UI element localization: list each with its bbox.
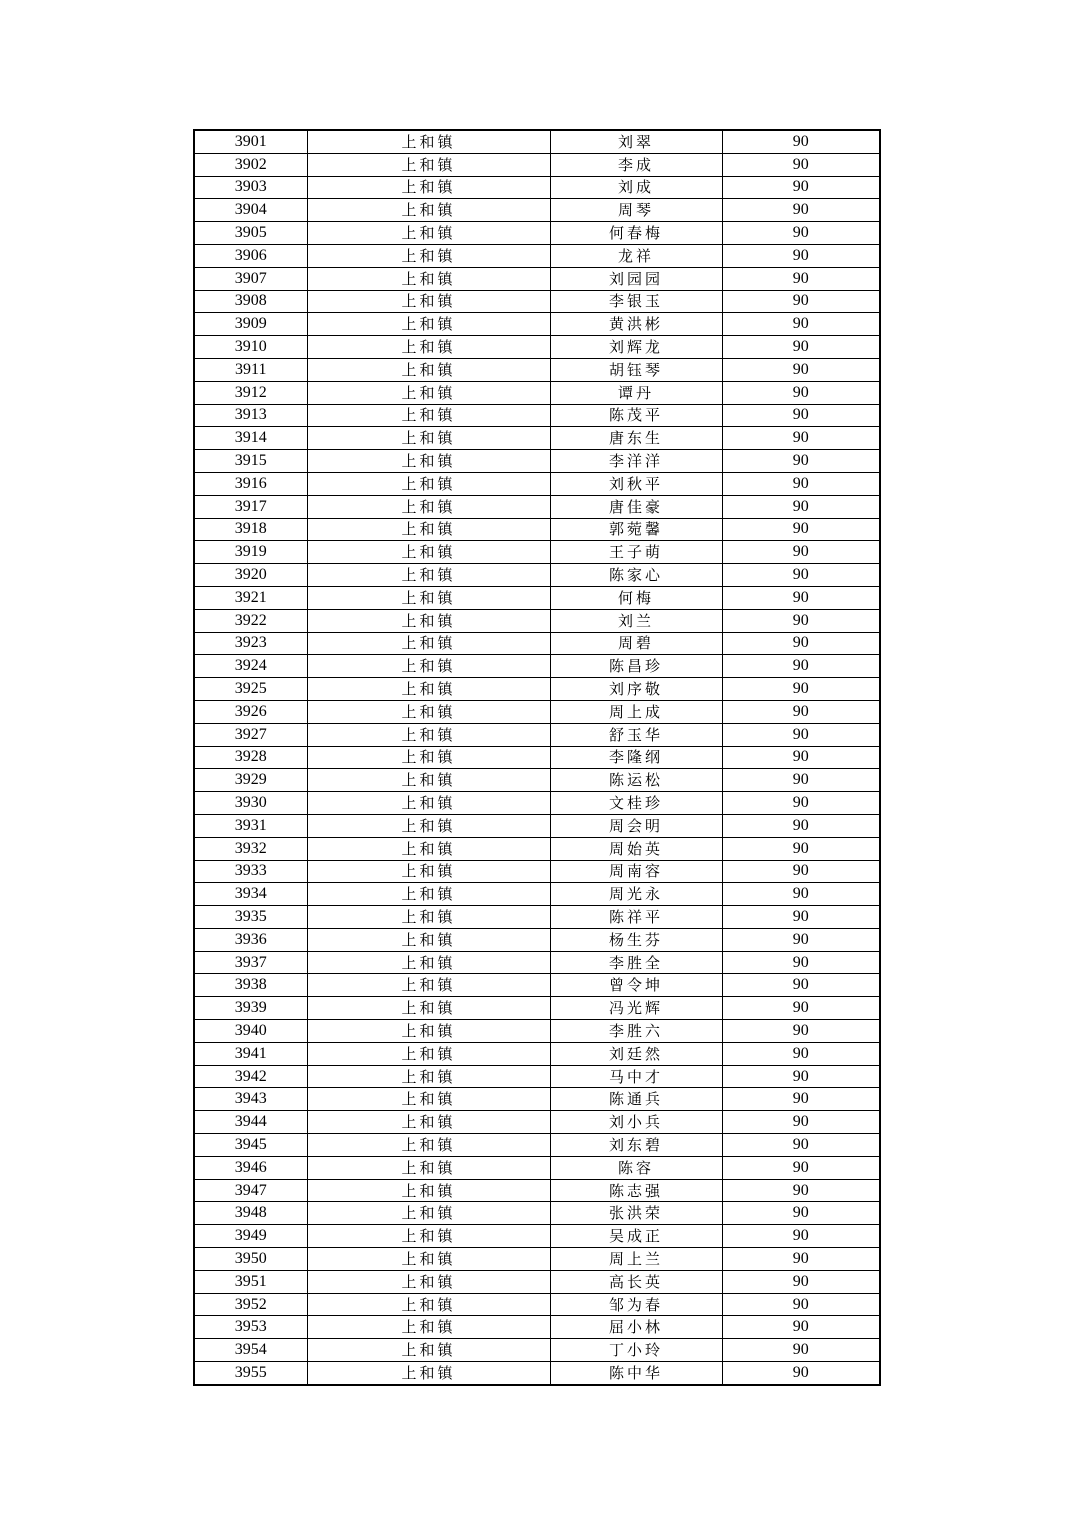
person-name-cell: 胡钰琴 — [550, 358, 722, 381]
table-row — [194, 586, 880, 609]
town-cell: 上和镇 — [307, 244, 550, 267]
serial-number-cell: 3936 — [194, 928, 307, 951]
amount-cell: 90 — [722, 427, 880, 450]
table-row — [194, 472, 880, 495]
town-cell: 上和镇 — [307, 564, 550, 587]
amount-cell: 90 — [722, 153, 880, 176]
town-cell: 上和镇 — [307, 951, 550, 974]
amount-cell: 90 — [722, 586, 880, 609]
person-name-cell: 刘园园 — [550, 267, 722, 290]
amount-cell: 90 — [722, 541, 880, 564]
town-cell: 上和镇 — [307, 267, 550, 290]
amount-cell: 90 — [722, 1362, 880, 1385]
person-name-cell: 唐佳豪 — [550, 495, 722, 518]
serial-number-cell: 3917 — [194, 495, 307, 518]
person-name-cell: 周南容 — [550, 860, 722, 883]
table-row — [194, 1156, 880, 1179]
table-row — [194, 199, 880, 222]
town-cell: 上和镇 — [307, 541, 550, 564]
person-name-cell: 李洋洋 — [550, 450, 722, 473]
person-name-cell: 周上成 — [550, 700, 722, 723]
amount-cell: 90 — [722, 1202, 880, 1225]
amount-cell: 90 — [722, 1111, 880, 1134]
town-cell: 上和镇 — [307, 746, 550, 769]
town-cell: 上和镇 — [307, 313, 550, 336]
table-row — [194, 358, 880, 381]
amount-cell: 90 — [722, 1042, 880, 1065]
person-name-cell: 周碧 — [550, 632, 722, 655]
person-name-cell: 陈茂平 — [550, 404, 722, 427]
amount-cell: 90 — [722, 837, 880, 860]
table-row — [194, 860, 880, 883]
town-cell: 上和镇 — [307, 792, 550, 815]
amount-cell: 90 — [722, 1020, 880, 1043]
table-row — [194, 746, 880, 769]
serial-number-cell: 3903 — [194, 176, 307, 199]
person-name-cell: 周光永 — [550, 883, 722, 906]
serial-number-cell: 3949 — [194, 1225, 307, 1248]
person-name-cell: 刘东碧 — [550, 1134, 722, 1157]
table-row — [194, 244, 880, 267]
serial-number-cell: 3924 — [194, 655, 307, 678]
table-row — [194, 176, 880, 199]
town-cell: 上和镇 — [307, 1042, 550, 1065]
person-name-cell: 曾令坤 — [550, 974, 722, 997]
town-cell: 上和镇 — [307, 1020, 550, 1043]
town-cell: 上和镇 — [307, 928, 550, 951]
serial-number-cell: 3940 — [194, 1020, 307, 1043]
amount-cell: 90 — [722, 860, 880, 883]
town-cell: 上和镇 — [307, 632, 550, 655]
amount-cell: 90 — [722, 928, 880, 951]
person-name-cell: 陈中华 — [550, 1362, 722, 1385]
table-row — [194, 222, 880, 245]
table-row — [194, 814, 880, 837]
amount-cell: 90 — [722, 1248, 880, 1271]
serial-number-cell: 3939 — [194, 997, 307, 1020]
amount-cell: 90 — [722, 244, 880, 267]
town-cell: 上和镇 — [307, 153, 550, 176]
town-cell: 上和镇 — [307, 586, 550, 609]
person-name-cell: 唐东生 — [550, 427, 722, 450]
town-cell: 上和镇 — [307, 450, 550, 473]
serial-number-cell: 3955 — [194, 1362, 307, 1385]
table-row — [194, 951, 880, 974]
serial-number-cell: 3933 — [194, 860, 307, 883]
person-name-cell: 王子萌 — [550, 541, 722, 564]
table-row — [194, 997, 880, 1020]
serial-number-cell: 3941 — [194, 1042, 307, 1065]
table-row — [194, 381, 880, 404]
amount-cell: 90 — [722, 358, 880, 381]
serial-number-cell: 3951 — [194, 1270, 307, 1293]
amount-cell: 90 — [722, 974, 880, 997]
serial-number-cell: 3935 — [194, 906, 307, 929]
town-cell: 上和镇 — [307, 678, 550, 701]
serial-number-cell: 3953 — [194, 1316, 307, 1339]
table-row — [194, 1293, 880, 1316]
town-cell: 上和镇 — [307, 769, 550, 792]
table-row — [194, 564, 880, 587]
person-name-cell: 郭菀馨 — [550, 518, 722, 541]
person-name-cell: 高长英 — [550, 1270, 722, 1293]
table-row — [194, 313, 880, 336]
town-cell: 上和镇 — [307, 1293, 550, 1316]
amount-cell: 90 — [722, 792, 880, 815]
town-cell: 上和镇 — [307, 222, 550, 245]
town-cell: 上和镇 — [307, 1065, 550, 1088]
amount-cell: 90 — [722, 746, 880, 769]
roster-table — [193, 129, 881, 1386]
person-name-cell: 刘兰 — [550, 609, 722, 632]
town-cell: 上和镇 — [307, 358, 550, 381]
town-cell: 上和镇 — [307, 1202, 550, 1225]
serial-number-cell: 3919 — [194, 541, 307, 564]
serial-number-cell: 3913 — [194, 404, 307, 427]
amount-cell: 90 — [722, 1156, 880, 1179]
table-row — [194, 427, 880, 450]
serial-number-cell: 3930 — [194, 792, 307, 815]
person-name-cell: 周会明 — [550, 814, 722, 837]
town-cell: 上和镇 — [307, 1339, 550, 1362]
town-cell: 上和镇 — [307, 1179, 550, 1202]
person-name-cell: 陈志强 — [550, 1179, 722, 1202]
table-row — [194, 1248, 880, 1271]
person-name-cell: 陈昌珍 — [550, 655, 722, 678]
amount-cell: 90 — [722, 1316, 880, 1339]
town-cell: 上和镇 — [307, 1270, 550, 1293]
town-cell: 上和镇 — [307, 427, 550, 450]
town-cell: 上和镇 — [307, 176, 550, 199]
person-name-cell: 李隆纲 — [550, 746, 722, 769]
serial-number-cell: 3908 — [194, 290, 307, 313]
serial-number-cell: 3907 — [194, 267, 307, 290]
person-name-cell: 陈家心 — [550, 564, 722, 587]
town-cell: 上和镇 — [307, 609, 550, 632]
town-cell: 上和镇 — [307, 381, 550, 404]
amount-cell: 90 — [722, 381, 880, 404]
amount-cell: 90 — [722, 450, 880, 473]
amount-cell: 90 — [722, 518, 880, 541]
town-cell: 上和镇 — [307, 290, 550, 313]
table-row — [194, 1339, 880, 1362]
table-row — [194, 792, 880, 815]
table-row — [194, 1270, 880, 1293]
person-name-cell: 马中才 — [550, 1065, 722, 1088]
amount-cell: 90 — [722, 404, 880, 427]
town-cell: 上和镇 — [307, 655, 550, 678]
serial-number-cell: 3909 — [194, 313, 307, 336]
serial-number-cell: 3923 — [194, 632, 307, 655]
amount-cell: 90 — [722, 1225, 880, 1248]
serial-number-cell: 3929 — [194, 769, 307, 792]
serial-number-cell: 3921 — [194, 586, 307, 609]
serial-number-cell: 3952 — [194, 1293, 307, 1316]
serial-number-cell: 3934 — [194, 883, 307, 906]
table-row — [194, 609, 880, 632]
amount-cell: 90 — [722, 564, 880, 587]
amount-cell: 90 — [722, 1293, 880, 1316]
amount-cell: 90 — [722, 199, 880, 222]
person-name-cell: 文桂珍 — [550, 792, 722, 815]
table-row — [194, 1202, 880, 1225]
table-row — [194, 130, 880, 153]
town-cell: 上和镇 — [307, 906, 550, 929]
amount-cell: 90 — [722, 814, 880, 837]
town-cell: 上和镇 — [307, 814, 550, 837]
serial-number-cell: 3954 — [194, 1339, 307, 1362]
amount-cell: 90 — [722, 700, 880, 723]
town-cell: 上和镇 — [307, 472, 550, 495]
serial-number-cell: 3943 — [194, 1088, 307, 1111]
town-cell: 上和镇 — [307, 404, 550, 427]
person-name-cell: 刘廷然 — [550, 1042, 722, 1065]
town-cell: 上和镇 — [307, 1156, 550, 1179]
amount-cell: 90 — [722, 723, 880, 746]
serial-number-cell: 3946 — [194, 1156, 307, 1179]
town-cell: 上和镇 — [307, 495, 550, 518]
table-row — [194, 906, 880, 929]
table-row — [194, 769, 880, 792]
amount-cell: 90 — [722, 883, 880, 906]
town-cell: 上和镇 — [307, 883, 550, 906]
table-row — [194, 632, 880, 655]
table-row — [194, 1111, 880, 1134]
table-row — [194, 1316, 880, 1339]
serial-number-cell: 3945 — [194, 1134, 307, 1157]
person-name-cell: 刘翠 — [550, 130, 722, 153]
town-cell: 上和镇 — [307, 130, 550, 153]
serial-number-cell: 3947 — [194, 1179, 307, 1202]
table-row — [194, 678, 880, 701]
person-name-cell: 周上兰 — [550, 1248, 722, 1271]
table-row — [194, 1065, 880, 1088]
amount-cell: 90 — [722, 130, 880, 153]
table-row — [194, 655, 880, 678]
person-name-cell: 丁小玲 — [550, 1339, 722, 1362]
town-cell: 上和镇 — [307, 997, 550, 1020]
table-row — [194, 1020, 880, 1043]
person-name-cell: 陈运松 — [550, 769, 722, 792]
table-row — [194, 723, 880, 746]
serial-number-cell: 3905 — [194, 222, 307, 245]
person-name-cell: 冯光辉 — [550, 997, 722, 1020]
table-row — [194, 1225, 880, 1248]
amount-cell: 90 — [722, 906, 880, 929]
town-cell: 上和镇 — [307, 1088, 550, 1111]
serial-number-cell: 3902 — [194, 153, 307, 176]
amount-cell: 90 — [722, 1088, 880, 1111]
amount-cell: 90 — [722, 1179, 880, 1202]
serial-number-cell: 3932 — [194, 837, 307, 860]
amount-cell: 90 — [722, 176, 880, 199]
table-row — [194, 1362, 880, 1385]
table-row — [194, 928, 880, 951]
amount-cell: 90 — [722, 678, 880, 701]
person-name-cell: 周始英 — [550, 837, 722, 860]
town-cell: 上和镇 — [307, 723, 550, 746]
serial-number-cell: 3906 — [194, 244, 307, 267]
amount-cell: 90 — [722, 951, 880, 974]
amount-cell: 90 — [722, 1065, 880, 1088]
serial-number-cell: 3918 — [194, 518, 307, 541]
table-row — [194, 1088, 880, 1111]
person-name-cell: 刘辉龙 — [550, 336, 722, 359]
town-cell: 上和镇 — [307, 199, 550, 222]
person-name-cell: 周琴 — [550, 199, 722, 222]
town-cell: 上和镇 — [307, 336, 550, 359]
person-name-cell: 何春梅 — [550, 222, 722, 245]
serial-number-cell: 3925 — [194, 678, 307, 701]
person-name-cell: 杨生芬 — [550, 928, 722, 951]
town-cell: 上和镇 — [307, 860, 550, 883]
table-row — [194, 837, 880, 860]
serial-number-cell: 3910 — [194, 336, 307, 359]
serial-number-cell: 3901 — [194, 130, 307, 153]
person-name-cell: 谭丹 — [550, 381, 722, 404]
amount-cell: 90 — [722, 1339, 880, 1362]
amount-cell: 90 — [722, 632, 880, 655]
serial-number-cell: 3948 — [194, 1202, 307, 1225]
table-row — [194, 450, 880, 473]
town-cell: 上和镇 — [307, 974, 550, 997]
amount-cell: 90 — [722, 655, 880, 678]
town-cell: 上和镇 — [307, 1362, 550, 1385]
person-name-cell: 李成 — [550, 153, 722, 176]
serial-number-cell: 3931 — [194, 814, 307, 837]
table-row — [194, 1134, 880, 1157]
person-name-cell: 陈容 — [550, 1156, 722, 1179]
person-name-cell: 黄洪彬 — [550, 313, 722, 336]
serial-number-cell: 3915 — [194, 450, 307, 473]
person-name-cell: 陈通兵 — [550, 1088, 722, 1111]
town-cell: 上和镇 — [307, 1111, 550, 1134]
serial-number-cell: 3916 — [194, 472, 307, 495]
table-row — [194, 700, 880, 723]
serial-number-cell: 3937 — [194, 951, 307, 974]
serial-number-cell: 3926 — [194, 700, 307, 723]
person-name-cell: 刘秋平 — [550, 472, 722, 495]
serial-number-cell: 3944 — [194, 1111, 307, 1134]
serial-number-cell: 3927 — [194, 723, 307, 746]
amount-cell: 90 — [722, 1270, 880, 1293]
town-cell: 上和镇 — [307, 1248, 550, 1271]
table-row — [194, 518, 880, 541]
serial-number-cell: 3922 — [194, 609, 307, 632]
town-cell: 上和镇 — [307, 700, 550, 723]
person-name-cell: 刘序敬 — [550, 678, 722, 701]
amount-cell: 90 — [722, 1134, 880, 1157]
amount-cell: 90 — [722, 609, 880, 632]
town-cell: 上和镇 — [307, 1316, 550, 1339]
amount-cell: 90 — [722, 222, 880, 245]
serial-number-cell: 3950 — [194, 1248, 307, 1271]
serial-number-cell: 3904 — [194, 199, 307, 222]
amount-cell: 90 — [722, 313, 880, 336]
amount-cell: 90 — [722, 997, 880, 1020]
serial-number-cell: 3912 — [194, 381, 307, 404]
person-name-cell: 刘成 — [550, 176, 722, 199]
town-cell: 上和镇 — [307, 837, 550, 860]
table-row — [194, 153, 880, 176]
person-name-cell: 李胜六 — [550, 1020, 722, 1043]
amount-cell: 90 — [722, 290, 880, 313]
amount-cell: 90 — [722, 495, 880, 518]
table-row — [194, 267, 880, 290]
table-row — [194, 1179, 880, 1202]
person-name-cell: 吴成正 — [550, 1225, 722, 1248]
person-name-cell: 舒玉华 — [550, 723, 722, 746]
person-name-cell: 李胜全 — [550, 951, 722, 974]
amount-cell: 90 — [722, 472, 880, 495]
serial-number-cell: 3938 — [194, 974, 307, 997]
town-cell: 上和镇 — [307, 518, 550, 541]
table-row — [194, 404, 880, 427]
person-name-cell: 刘小兵 — [550, 1111, 722, 1134]
serial-number-cell: 3914 — [194, 427, 307, 450]
person-name-cell: 龙祥 — [550, 244, 722, 267]
serial-number-cell: 3911 — [194, 358, 307, 381]
person-name-cell: 陈祥平 — [550, 906, 722, 929]
table-row — [194, 541, 880, 564]
serial-number-cell: 3920 — [194, 564, 307, 587]
table-row — [194, 883, 880, 906]
amount-cell: 90 — [722, 336, 880, 359]
person-name-cell: 张洪荣 — [550, 1202, 722, 1225]
table-row — [194, 1042, 880, 1065]
person-name-cell: 屈小林 — [550, 1316, 722, 1339]
table-row — [194, 974, 880, 997]
town-cell: 上和镇 — [307, 1134, 550, 1157]
person-name-cell: 何梅 — [550, 586, 722, 609]
person-name-cell: 李银玉 — [550, 290, 722, 313]
person-name-cell: 邹为春 — [550, 1293, 722, 1316]
table-row — [194, 495, 880, 518]
town-cell: 上和镇 — [307, 1225, 550, 1248]
roster-table-body — [194, 130, 880, 1385]
table-row — [194, 290, 880, 313]
serial-number-cell: 3928 — [194, 746, 307, 769]
amount-cell: 90 — [722, 769, 880, 792]
amount-cell: 90 — [722, 267, 880, 290]
serial-number-cell: 3942 — [194, 1065, 307, 1088]
table-row — [194, 336, 880, 359]
